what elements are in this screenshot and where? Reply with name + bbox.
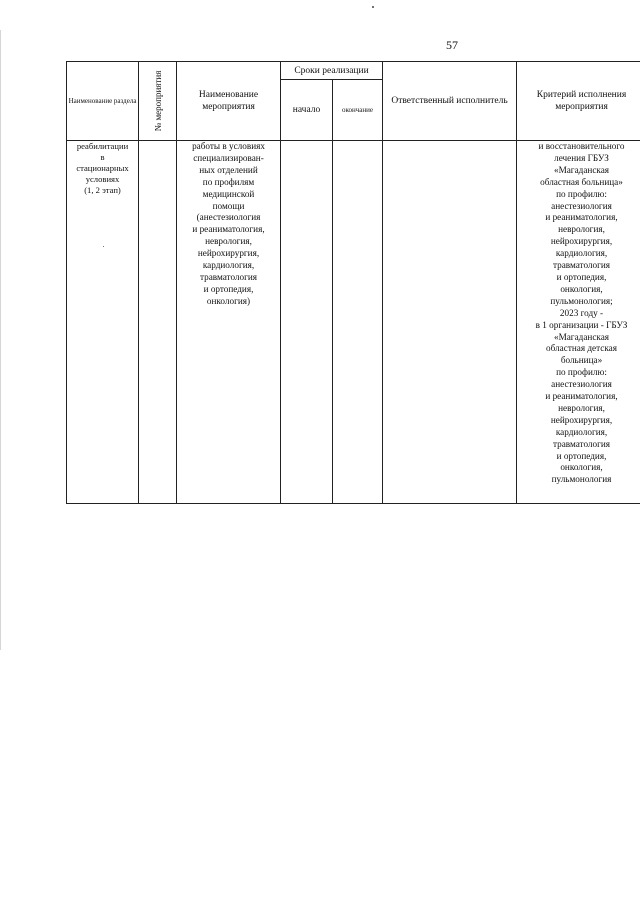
cell-number — [139, 141, 177, 504]
header-section-name: Наименование раздела — [67, 62, 139, 141]
table-row — [67, 141, 640, 504]
cell-criterion: и восстановительного лечения ГБУЗ «Магаданская областная больница» по профилю: анестезиология и реаниматология, неврология, нейрохирургия, кардиология, травматология и ортопедия, онкология, пульмонология; 2023 году - в 1 организации - ГБУЗ «Магаданская областная детская больница» по профилю: анестезиология и реаниматология, неврология, нейрохирургия, кардиология, травматология и ортопедия, онкология, пульмонология — [517, 141, 640, 504]
header-row — [67, 62, 640, 80]
header-timeline: Сроки реализации — [281, 62, 383, 80]
cell-activity-name: работы в условиях специализирован- ных отделений по профилям медицинской помощи (анестезиология и реаниматология, неврология, нейрохирургия, кардиология, травматология и ортопедия, онкология) — [177, 141, 281, 504]
cell-responsible — [383, 141, 517, 504]
header-criterion: Критерий исполнения мероприятия — [517, 62, 640, 141]
cell-end — [333, 141, 383, 504]
header-end: окончание — [333, 80, 383, 141]
header-start: начало — [281, 80, 333, 141]
scan-left-edge — [0, 30, 2, 650]
header-number — [139, 62, 177, 141]
scan-speck — [372, 6, 374, 8]
activities-table — [66, 61, 640, 504]
page-number: 57 — [446, 38, 458, 52]
cell-start — [281, 141, 333, 504]
cell-section-name: реабилитации в стационарных условиях (1, 2 этап) — [67, 141, 139, 504]
header-activity-name: Наименование мероприятия — [177, 62, 281, 141]
header-number-text: № мероприятия — [152, 70, 163, 132]
header-responsible: Ответственный исполнитель — [383, 62, 517, 141]
